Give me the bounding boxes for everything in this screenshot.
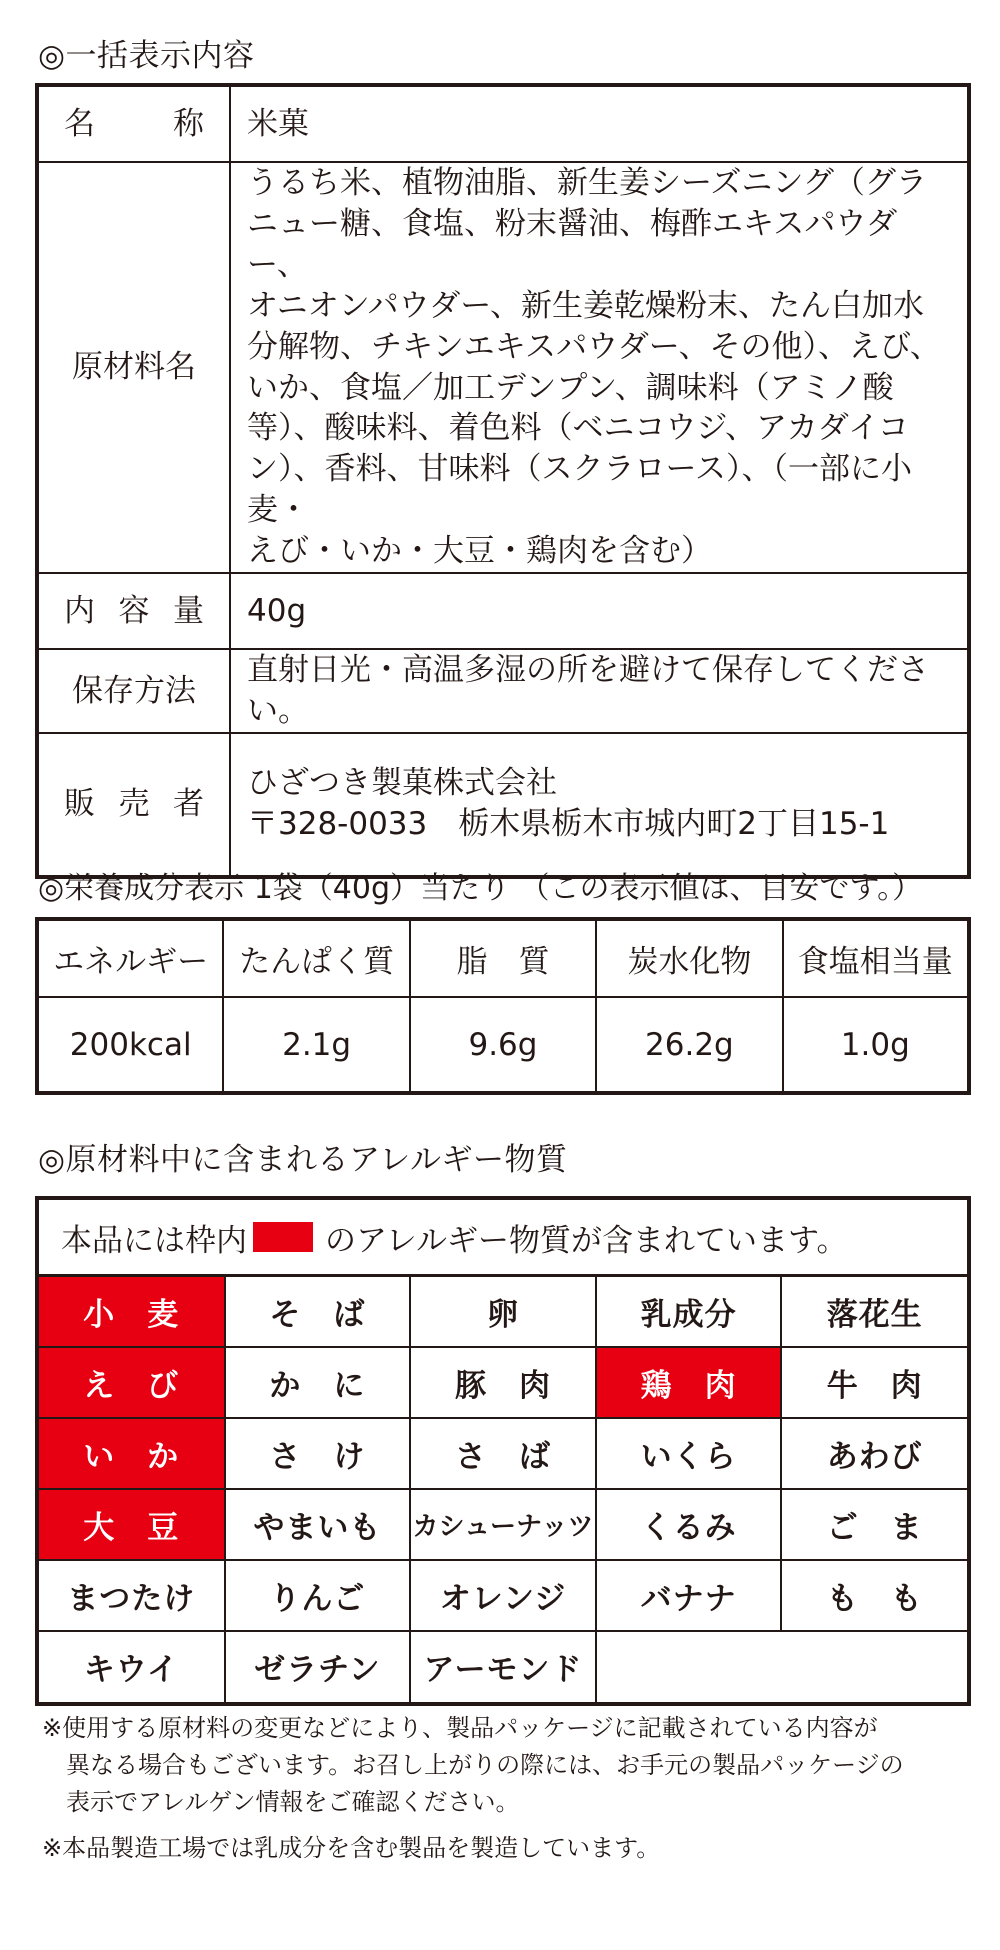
carbohydrate-header: 炭水化物 <box>596 919 782 997</box>
table-row <box>39 1418 967 1489</box>
allergen-cell: 落花生 <box>781 1276 967 1347</box>
fat-header: 脂 質 <box>410 919 596 997</box>
allergen-box <box>35 1196 971 1706</box>
allergen-note-before: 本品には枠内 <box>61 1222 247 1259</box>
fat-value: 9.6g <box>410 997 596 1093</box>
allergen-cell: 乳成分 <box>596 1276 782 1347</box>
allergen-cell: 豚 肉 <box>410 1347 596 1418</box>
table-row <box>37 733 969 877</box>
allergen-cell: さ ば <box>410 1418 596 1489</box>
allergen-cell: 小 麦 <box>39 1276 225 1347</box>
allergen-cell: 鶏 肉 <box>596 1347 782 1418</box>
table-row <box>39 1560 967 1631</box>
table-row <box>37 997 969 1093</box>
nutrition-section-title: ◎栄養成分表示 1袋（40g）当たり （この表示値は、目安です。） <box>38 871 923 906</box>
allergen-cell: あわび <box>781 1418 967 1489</box>
table-row <box>39 1489 967 1560</box>
ingredients-label: 原材料名 <box>37 162 230 573</box>
table-row <box>39 1347 967 1418</box>
protein-header: たんぱく質 <box>223 919 409 997</box>
energy-header: エネルギー <box>37 919 223 997</box>
allergen-cell: やまいも <box>225 1489 411 1560</box>
allergen-cell: 牛 肉 <box>781 1347 967 1418</box>
volume-label: 内容量 <box>37 573 230 649</box>
label-section-title: ◎一括表示内容 <box>38 38 255 74</box>
allergen-cell: いくら <box>596 1418 782 1489</box>
table-row <box>37 162 969 573</box>
energy-value: 200kcal <box>37 997 223 1093</box>
allergen-cell: ご ま <box>781 1489 967 1560</box>
allergen-cell: りんご <box>225 1560 411 1631</box>
storage-label: 保存方法 <box>37 649 230 733</box>
allergen-cell: か に <box>225 1347 411 1418</box>
allergen-cell: バナナ <box>596 1560 782 1631</box>
allergen-cell: くるみ <box>596 1489 782 1560</box>
table-row <box>37 85 969 162</box>
table-row <box>39 1276 967 1347</box>
name-label: 名 称 <box>37 85 230 162</box>
seller-label: 販売者 <box>37 733 230 877</box>
allergen-section-title: ◎原材料中に含まれるアレルギー物質 <box>38 1142 568 1178</box>
protein-value: 2.1g <box>223 997 409 1093</box>
allergen-cell: アーモンド <box>410 1631 596 1702</box>
empty-cell <box>596 1631 967 1702</box>
volume-value: 40g <box>230 573 969 649</box>
allergen-table <box>39 1274 967 1702</box>
allergen-cell: そ ば <box>225 1276 411 1347</box>
allergen-cell: も も <box>781 1560 967 1631</box>
table-row <box>37 649 969 733</box>
salt-header: 食塩相当量 <box>783 919 969 997</box>
salt-value: 1.0g <box>783 997 969 1093</box>
allergen-cell: え び <box>39 1347 225 1418</box>
allergen-cell: まつたけ <box>39 1560 225 1631</box>
table-header-row <box>37 919 969 997</box>
nutrition-table <box>35 917 971 1095</box>
seller-value: ひざつき製菓株式会社 〒328-0033 栃木県栃木市城内町2丁目15-1 <box>230 733 969 877</box>
storage-value: 直射日光・高温多湿の所を避けて保存してください。 <box>230 649 969 733</box>
table-row <box>39 1631 967 1702</box>
allergen-cell: カシューナッツ <box>410 1489 596 1560</box>
table-row <box>37 573 969 649</box>
food-label-table <box>35 83 971 879</box>
allergen-cell: キウイ <box>39 1631 225 1702</box>
allergen-disclaimer: ※使用する原材料の変更などにより、製品パッケージに記載されている内容が 異なる場合もございます。お召し上がりの際には、お手元の製品パッケージの 表示でアレルゲン情報をご確認ください。 <box>42 1714 904 1816</box>
factory-notice: ※本品製造工場では乳成分を含む製品を製造しています。 <box>42 1834 661 1862</box>
allergen-note-after: のアレルギー物質が含まれています。 <box>325 1222 848 1259</box>
allergen-cell: オレンジ <box>410 1560 596 1631</box>
name-value: 米菓 <box>230 85 969 162</box>
ingredients-value: うるち米、植物油脂、新生姜シーズニング（グラ ニュー糖、食塩、粉末醤油、梅酢エキスパウダー、 オニオンパウダー、新生姜乾燥粉末、たん白加水 分解物、チキンエキスパウダー、その他）、えび、 いか、食塩／加工デンプン、調味料（アミノ酸 等）、酸味料、着色料（ベニコウジ、アカダイコ ン）、香料、甘味料（スクラロース）、（一部に小麦・ えび・いか・大豆・鶏肉を含む） <box>230 162 969 573</box>
allergen-note <box>39 1200 967 1274</box>
carbohydrate-value: 26.2g <box>596 997 782 1093</box>
allergen-cell: さ け <box>225 1418 411 1489</box>
allergen-cell: い か <box>39 1418 225 1489</box>
allergen-cell: ゼラチン <box>225 1631 411 1702</box>
allergen-cell: 卵 <box>410 1276 596 1347</box>
allergen-cell: 大 豆 <box>39 1489 225 1560</box>
highlight-swatch <box>253 1222 313 1252</box>
